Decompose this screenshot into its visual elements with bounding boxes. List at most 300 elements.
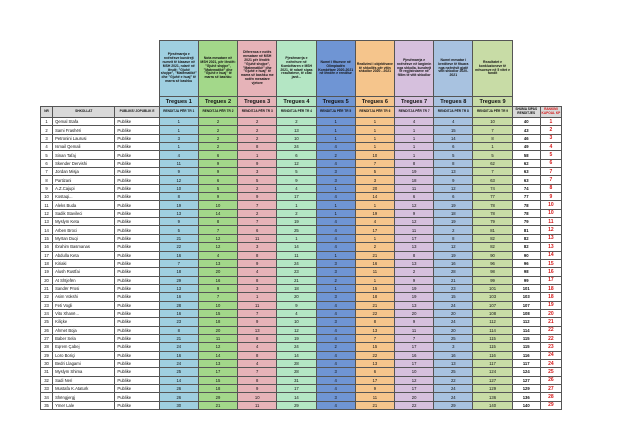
- final-rank-cell: 2: [540, 126, 561, 134]
- indicator-description-9: Rezultatet e konkluzioneve të mësuesve në 5 vitet e fundit: [473, 41, 512, 97]
- school-type: Publike: [115, 376, 159, 384]
- rank-tr5: 2: [316, 343, 355, 351]
- rank-tr1: 16: [159, 293, 198, 301]
- final-rank-cell: 26: [540, 376, 561, 384]
- rank-tr2: 12: [198, 243, 237, 251]
- school-name: Arben Broci: [53, 226, 115, 234]
- rank-tr9: 78: [473, 201, 512, 209]
- final-rank-cell: 18: [540, 293, 561, 301]
- school-type: Publike: [115, 268, 159, 276]
- row-nr: 23: [41, 301, 53, 309]
- row-nr: 5: [41, 151, 53, 159]
- rank-tr8: 20: [434, 326, 473, 334]
- rank-tr2: 18: [198, 385, 237, 393]
- rank-tr7: 9: [394, 209, 433, 217]
- final-rank-cell: 27: [540, 385, 561, 393]
- rank-tr4: 31: [277, 376, 316, 384]
- rank-tr8: 21: [434, 276, 473, 284]
- sum-cell: 140: [512, 401, 540, 409]
- sum-cell: 81: [512, 226, 540, 234]
- school-name: Asim Vokshi: [53, 293, 115, 301]
- header-blank: [41, 41, 160, 97]
- rank-tr7: 11: [394, 326, 433, 334]
- col-school: SHKOLLAT: [53, 107, 115, 118]
- rank-tr7: 17: [394, 234, 433, 242]
- sum-cell: 46: [512, 134, 540, 142]
- row-nr: 30: [41, 359, 53, 367]
- rank-tr8: 6: [434, 143, 473, 151]
- rank-tr1: 1: [159, 126, 198, 134]
- row-nr: 17: [41, 251, 53, 259]
- school-name: Kostaqi...: [53, 193, 115, 201]
- row-nr: 33: [41, 385, 53, 393]
- rank-tr8: 25: [434, 368, 473, 376]
- rank-tr6: 1: [355, 234, 394, 242]
- school-type: Publike: [115, 251, 159, 259]
- rank-tr2: 6: [198, 176, 237, 184]
- rank-tr1: 30: [159, 401, 198, 409]
- rank-tr5: 4: [316, 376, 355, 384]
- indicator-label-6: Tregues 6: [355, 97, 394, 107]
- rank-tr6: 1: [355, 134, 394, 142]
- rank-tr3: 11: [238, 301, 277, 309]
- indicator-description-1: Pjesëmarrja e nxënësve kundrejt numrit të klasave në MSH 2021, ndarë në lëndë: "Gjuhë shqipe", "Matematikë" dhe "Gjuhë e huaj" të marra së bashku: [159, 41, 198, 97]
- rank-tr8: 4: [434, 118, 473, 126]
- rank-tr2: 4: [198, 251, 237, 259]
- rank-tr4: 9: [277, 301, 316, 309]
- rank-tr5: 3: [316, 368, 355, 376]
- row-nr: 10: [41, 193, 53, 201]
- indicator-label-4: Tregues 4: [277, 97, 316, 107]
- final-rank-cell: 10: [540, 201, 561, 209]
- school-name: Alush Rustfai: [53, 268, 115, 276]
- sum-cell: 99: [512, 276, 540, 284]
- school-type: Publike: [115, 293, 159, 301]
- rank-tr3: 3: [238, 284, 277, 292]
- rank-tr6: 1: [355, 143, 394, 151]
- row-nr: 13: [41, 218, 53, 226]
- rank-tr2: 5: [198, 184, 237, 192]
- rank-tr9: 90: [473, 251, 512, 259]
- rank-tr4: 24: [277, 143, 316, 151]
- rank-tr6: 1: [355, 276, 394, 284]
- rank-tr2: 21: [198, 401, 237, 409]
- table-row: [41, 276, 562, 284]
- sum-cell: 103: [512, 293, 540, 301]
- school-type: Publike: [115, 201, 159, 209]
- sum-cell: 136: [512, 393, 540, 401]
- rank-tr2: 2: [198, 143, 237, 151]
- rank-tr9: 103: [473, 293, 512, 301]
- row-nr: 14: [41, 226, 53, 234]
- sum-cell: 90: [512, 251, 540, 259]
- rank-tr8: 24: [434, 385, 473, 393]
- rank-tr1: 9: [159, 218, 198, 226]
- final-rank-cell: 22: [540, 326, 561, 334]
- final-rank-cell: 21: [540, 318, 561, 326]
- rank-tr2: 13: [198, 359, 237, 367]
- table-row: [41, 268, 562, 276]
- rank-tr4: 23: [277, 268, 316, 276]
- school-type: Publike: [115, 118, 159, 126]
- rank-tr2: 2: [198, 118, 237, 126]
- rank-tr7: 17: [394, 385, 433, 393]
- rank-tr1: 29: [159, 276, 198, 284]
- rank-tr3: 7: [238, 218, 277, 226]
- final-rank-cell: 12: [540, 226, 561, 234]
- rank-tr5: 1: [316, 184, 355, 192]
- rank-tr5: 3: [316, 168, 355, 176]
- col-rank-tr8: RENDITJA PËR TR 8: [434, 107, 473, 118]
- rank-tr2: 17: [198, 368, 237, 376]
- indicator-description-6: Realizimi i objektivave të shkollës për vitin shkollor 2020 - 2021: [355, 41, 394, 97]
- school-name: Ibrahim Basmanas: [53, 243, 115, 251]
- rank-tr1: 24: [159, 359, 198, 367]
- rank-tr5: 3: [316, 393, 355, 401]
- rank-tr4: 29: [277, 401, 316, 409]
- school-type: Publike: [115, 343, 159, 351]
- rank-tr7: 17: [394, 343, 433, 351]
- sum-cell: 62: [512, 159, 540, 167]
- row-nr: 26: [41, 326, 53, 334]
- rank-tr7: 1: [394, 143, 433, 151]
- sum-cell: 63: [512, 168, 540, 176]
- table-row: [41, 193, 562, 201]
- school-name: Sadik Stavileci: [53, 209, 115, 217]
- rank-tr3: 2: [238, 134, 277, 142]
- indicator-label-7: Tregues 7: [394, 97, 433, 107]
- rank-tr5: 1: [316, 284, 355, 292]
- row-nr: 27: [41, 334, 53, 342]
- rank-tr7: 20: [394, 309, 433, 317]
- rank-tr4: 19: [277, 218, 316, 226]
- rank-tr5: 4: [316, 243, 355, 251]
- rank-tr2: 16: [198, 276, 237, 284]
- rank-tr7: 10: [394, 368, 433, 376]
- rank-tr5: 1: [316, 251, 355, 259]
- row-nr: 3: [41, 134, 53, 142]
- sum-cell: 101: [512, 284, 540, 292]
- table-row: [41, 234, 562, 242]
- school-name: Myrtan Duqi: [53, 234, 115, 242]
- rank-tr6: 17: [355, 226, 394, 234]
- table-row: [41, 259, 562, 267]
- final-rank-cell: 11: [540, 218, 561, 226]
- rank-tr4: 5: [277, 168, 316, 176]
- rank-tr9: 98: [473, 268, 512, 276]
- school-name: Bedri Llagami: [53, 359, 115, 367]
- school-name: Shëngjergj: [53, 393, 115, 401]
- sum-cell: 58: [512, 151, 540, 159]
- rank-tr9: 136: [473, 393, 512, 401]
- rank-tr1: 19: [159, 201, 198, 209]
- rank-tr3: 9: [238, 159, 277, 167]
- rank-tr1: 13: [159, 209, 198, 217]
- rank-tr2: 10: [198, 201, 237, 209]
- school-type: Publike: [115, 309, 159, 317]
- rank-tr9: 96: [473, 259, 512, 267]
- rank-tr5: 4: [316, 218, 355, 226]
- rank-tr9: 115: [473, 334, 512, 342]
- sum-cell: 112: [512, 318, 540, 326]
- school-name: Kiliçke: [53, 318, 115, 326]
- rank-tr3: 4: [238, 268, 277, 276]
- row-nr: 16: [41, 243, 53, 251]
- rank-tr4: 18: [277, 284, 316, 292]
- school-type: Publike: [115, 284, 159, 292]
- sum-cell: 115: [512, 343, 540, 351]
- final-rank-cell: 19: [540, 301, 561, 309]
- school-name: Sadi Neri: [53, 376, 115, 384]
- rank-tr3: 7: [238, 201, 277, 209]
- school-type: Publike: [115, 218, 159, 226]
- final-rank-cell: 9: [540, 193, 561, 201]
- school-name: Ismail Qemali: [53, 143, 115, 151]
- school-type: Publike: [115, 318, 159, 326]
- rank-tr8: 9: [434, 176, 473, 184]
- rank-tr4: 25: [277, 226, 316, 234]
- sum-cell: 82: [512, 234, 540, 242]
- rank-tr7: 12: [394, 218, 433, 226]
- rank-tr9: 7: [473, 168, 512, 176]
- rank-tr7: 6: [394, 193, 433, 201]
- school-type: Publike: [115, 243, 159, 251]
- rank-tr8: 8: [434, 159, 473, 167]
- indicator-label-8: Tregues 8: [434, 97, 473, 107]
- rank-tr7: 8: [394, 251, 433, 259]
- indicator-label-9: Tregues 9: [473, 97, 512, 107]
- final-rank-cell: 18: [540, 284, 561, 292]
- rank-tr4: 11: [277, 251, 316, 259]
- rank-tr3: 8: [238, 376, 277, 384]
- table-row: [41, 293, 562, 301]
- school-name: Skender Dervishi: [53, 159, 115, 167]
- rank-tr3: 4: [238, 359, 277, 367]
- rank-tr9: 101: [473, 284, 512, 292]
- table-row: [41, 326, 562, 334]
- table-row: [41, 359, 562, 367]
- col-nr: NR: [41, 107, 53, 118]
- indicator-label-5: Tregues 5: [316, 97, 355, 107]
- rank-tr7: 4: [394, 118, 433, 126]
- sum-cell: 78: [512, 209, 540, 217]
- school-type: Publike: [115, 134, 159, 142]
- school-name: Loro Boriçi: [53, 351, 115, 359]
- rank-tr4: 21: [277, 276, 316, 284]
- table-row: [41, 209, 562, 217]
- school-type: Publike: [115, 151, 159, 159]
- final-rank-cell: 25: [540, 368, 561, 376]
- table-row: [41, 134, 562, 142]
- rank-tr1: 16: [159, 309, 198, 317]
- rank-tr7: 13: [394, 301, 433, 309]
- indicator-label-1: Tregues 1: [159, 97, 198, 107]
- table-row: [41, 309, 562, 317]
- rank-tr8: 24: [434, 393, 473, 401]
- rank-tr5: 1: [316, 201, 355, 209]
- rank-tr1: 23: [159, 318, 198, 326]
- row-nr: 29: [41, 351, 53, 359]
- rank-tr3: 8: [238, 351, 277, 359]
- rank-tr3: 11: [238, 234, 277, 242]
- school-type: Publike: [115, 234, 159, 242]
- school-type: Publike: [115, 326, 159, 334]
- row-nr: 34: [41, 393, 53, 401]
- rank-tr5: 4: [316, 351, 355, 359]
- rank-tr1: 1: [159, 118, 198, 126]
- sum-cell: 49: [512, 143, 540, 151]
- row-nr: 18: [41, 259, 53, 267]
- rank-tr9: 112: [473, 318, 512, 326]
- rank-tr6: 11: [355, 393, 394, 401]
- row-nr: 31: [41, 368, 53, 376]
- table-row: [41, 368, 562, 376]
- indicator-description-8: Numri mesatar i krediteve të fituara nga nxënësit gjatë vitit shkollor 2020-2021: [434, 41, 473, 97]
- rank-tr4: 14: [277, 351, 316, 359]
- rank-tr9: 82: [473, 234, 512, 242]
- school-name: Vito Xhanë...: [53, 309, 115, 317]
- rank-tr8: 12: [434, 243, 473, 251]
- school-name: Qemal Stafa: [53, 118, 115, 126]
- rank-tr9: 115: [473, 343, 512, 351]
- rank-tr4: 6: [277, 151, 316, 159]
- rank-tr2: 8: [198, 218, 237, 226]
- ranking-table: [40, 40, 562, 410]
- final-rank-cell: 14: [540, 251, 561, 259]
- rank-tr1: 5: [159, 226, 198, 234]
- rank-tr4: 14: [277, 243, 316, 251]
- rank-tr4: 10: [277, 318, 316, 326]
- rank-tr9: 74: [473, 184, 512, 192]
- rank-tr5: 4: [316, 193, 355, 201]
- final-rank-cell: 10: [540, 209, 561, 217]
- rank-tr3: 11: [238, 401, 277, 409]
- table-row: [41, 243, 562, 251]
- rank-tr9: 7: [473, 126, 512, 134]
- table-row: [41, 284, 562, 292]
- table-row: [41, 334, 562, 342]
- school-name: Jordan Misja: [53, 168, 115, 176]
- rank-tr6: 22: [355, 351, 394, 359]
- rank-tr9: 81: [473, 226, 512, 234]
- final-rank-cell: 8: [540, 184, 561, 192]
- rank-tr7: 20: [394, 393, 433, 401]
- school-type: Publike: [115, 193, 159, 201]
- rank-tr4: 24: [277, 343, 316, 351]
- rank-tr6: 7: [355, 159, 394, 167]
- rank-tr2: 9: [198, 159, 237, 167]
- rank-tr2: 12: [198, 234, 237, 242]
- rank-tr3: 8: [238, 251, 277, 259]
- rank-tr2: 13: [198, 259, 237, 267]
- rank-tr4: 28: [277, 359, 316, 367]
- rank-tr7: 19: [394, 284, 433, 292]
- rank-tr4: 4: [277, 309, 316, 317]
- rank-tr8: 14: [434, 134, 473, 142]
- school-type: Publike: [115, 226, 159, 234]
- rank-tr2: 12: [198, 343, 237, 351]
- rank-tr6: 5: [355, 168, 394, 176]
- school-name: Myslym Shima: [53, 368, 115, 376]
- rank-tr2: 7: [198, 226, 237, 234]
- final-rank-cell: 5: [540, 151, 561, 159]
- col-sum: SHUMA SIPAS RENDITJES: [512, 107, 540, 118]
- school-type: Publike: [115, 259, 159, 267]
- row-nr: 35: [41, 401, 53, 409]
- row-nr: 6: [41, 159, 53, 167]
- rank-tr9: 63: [473, 176, 512, 184]
- rank-tr7: 9: [394, 318, 433, 326]
- rank-tr2: 6: [198, 151, 237, 159]
- sum-cell: 114: [512, 326, 540, 334]
- rank-tr3: 3: [238, 243, 277, 251]
- rank-tr3: 9: [238, 259, 277, 267]
- rank-tr3: 8: [238, 334, 277, 342]
- row-nr: 8: [41, 176, 53, 184]
- sum-cell: 78: [512, 201, 540, 209]
- rank-tr6: 1: [355, 201, 394, 209]
- sum-cell: 96: [512, 259, 540, 267]
- rank-tr1: 16: [159, 351, 198, 359]
- sum-cell: 127: [512, 376, 540, 384]
- sum-cell: 77: [512, 193, 540, 201]
- rank-tr3: 6: [238, 226, 277, 234]
- rank-tr7: 13: [394, 259, 433, 267]
- rank-tr8: 20: [434, 309, 473, 317]
- school-name: Ymer Lale: [53, 401, 115, 409]
- rank-tr7: 12: [394, 201, 433, 209]
- rank-tr1: 22: [159, 243, 198, 251]
- school-name: Myslym Keta: [53, 218, 115, 226]
- rank-tr4: 1: [277, 201, 316, 209]
- rank-tr3: 8: [238, 276, 277, 284]
- school-name: Aleks Buda: [53, 201, 115, 209]
- indicator-label-3: Tregues 3: [238, 97, 277, 107]
- rank-tr1: 9: [159, 168, 198, 176]
- rank-tr7: 7: [394, 334, 433, 342]
- rank-tr6: 4: [355, 218, 394, 226]
- rank-tr2: 15: [198, 309, 237, 317]
- rank-tr5: 4: [316, 226, 355, 234]
- table-row: [41, 226, 562, 234]
- rank-tr5: 4: [316, 385, 355, 393]
- rank-tr1: 12: [159, 176, 198, 184]
- row-nr: 12: [41, 209, 53, 217]
- rank-tr3: 13: [238, 326, 277, 334]
- indicator-description-3: Diferenca e notës mesatare në MSH 2021 për lëndët: "Gjuhë shqipe", "Matematikë" dhe "Gjuhë e huaj" të marra së bashku me notën mesatare vjetore: [238, 41, 277, 97]
- rank-tr8: 19: [434, 201, 473, 209]
- final-rank-cell: 13: [540, 234, 561, 242]
- rank-tr1: 7: [159, 259, 198, 267]
- rank-tr9: 114: [473, 326, 512, 334]
- col-rank-tr9: RENDITJA PËR TR 9: [473, 107, 512, 118]
- rank-tr1: 4: [159, 151, 198, 159]
- rank-tr8: 13: [434, 168, 473, 176]
- row-nr: 2: [41, 126, 53, 134]
- rank-tr5: 4: [316, 301, 355, 309]
- rank-tr9: 129: [473, 385, 512, 393]
- school-name: A.Z.Cajupi: [53, 184, 115, 192]
- rank-tr7: 11: [394, 226, 433, 234]
- rank-tr9: 140: [473, 401, 512, 409]
- table-row: [41, 176, 562, 184]
- school-name: Baber Sela: [53, 334, 115, 342]
- final-rank-cell: 24: [540, 351, 561, 359]
- rank-tr5: 4: [316, 326, 355, 334]
- rank-tr5: 3: [316, 176, 355, 184]
- rank-tr2: 7: [198, 293, 237, 301]
- rank-tr8: 24: [434, 318, 473, 326]
